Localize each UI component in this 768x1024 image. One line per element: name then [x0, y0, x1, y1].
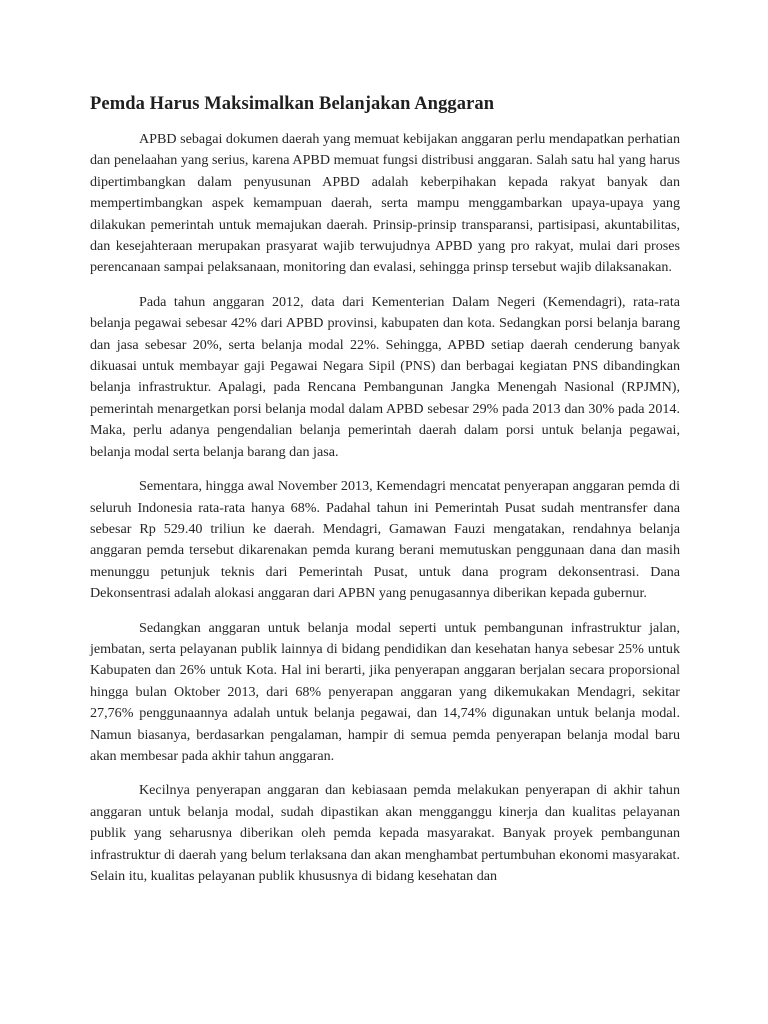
paragraph-dampak-penyerapan: Kecilnya penyerapan anggaran dan kebiasaan pemda melakukan penyerapan di akhir tahun anggaran untuk belanja modal, sudah dipastikan akan mengganggu kinerja dan kualitas pelayanan publik yang seharusnya diberikan oleh pemda kepada masyarakat. Banyak proyek pembangunan infrastruktur di daerah yang belum terlaksana dan akan menghambat pertumbuhan ekonomi masyarakat. Selain itu, kualitas pelayanan publik khususnya di bidang kesehatan dan	[90, 782, 680, 884]
document-title: Pemda Harus Maksimalkan Belanjakan Anggaran	[90, 94, 495, 114]
paragraph-apbd-intro: APBD sebagai dokumen daerah yang memuat kebijakan anggaran perlu mendapatkan perhatian dan penelaahan yang serius, karena APBD memuat fungsi distribusi anggaran. Salah satu hal yang harus dipertimbangkan dalam penyusunan APBD adalah keberpihakan kepada rakyat banyak dan mempertimbangkan aspek kemampuan daerah, serta mampu menggambarkan upaya-upaya yang dilakukan pemerintah untuk memajukan daerah. Prinsip-prinsip transparansi, partisipasi, akuntabilitas, dan kesejahteraan merupakan prasyarat wajib terwujudnya APBD yang pro rakyat, mulai dari proses perencanaan sampai pelaksanaan, monitoring dan evalasi, sehingga prinsp tersebut wajib dilaksanakan.	[90, 131, 680, 276]
paragraph-penyerapan-november: Sementara, hingga awal November 2013, Kemendagri mencatat penyerapan anggaran pemda di seluruh Indonesia rata-rata hanya 68%. Padahal tahun ini Pemerintah Pusat sudah mentransfer dana sebesar Rp 529.40 triliun ke daerah. Mendagri, Gamawan Fauzi mengatakan, rendahnya belanja anggaran pemda tersebut dikarenakan pemda kurang berani memutuskan penggunaan dana dan masih menunggu petunjuk teknis dari Pemerintah Pusat, untuk dana program dekonsentrasi. Dana Dekonsentrasi adalah alokasi anggaran dari APBN yang penugasannya diberikan kepada gubernur.	[90, 478, 680, 602]
paragraph-belanja-2012: Pada tahun anggaran 2012, data dari Kementerian Dalam Negeri (Kemendagri), rata-rata belanja pegawai sebesar 42% dari APBD provinsi, kabupaten dan kota. Sedangkan porsi belanja barang dan jasa sebesar 20%, serta belanja modal 22%. Sehingga, APBD setiap daerah cenderung banyak dikuasai untuk membayar gaji Pegawai Negara Sipil (PNS) dan berbagai kegiatan PNS dibandingkan belanja infrastruktur. Apalagi, pada Rencana Pembangunan Jangka Menengah Nasional (RPJMN), pemerintah menargetkan porsi belanja modal dalam APBD sebesar 29% pada 2013 dan 30% pada 2014. Maka, perlu adanya pengendalian belanja pemerintah daerah dalam porsi untuk belanja pegawai, belanja modal serta belanja barang dan jasa.	[90, 293, 680, 460]
paragraph-belanja-modal: Sedangkan anggaran untuk belanja modal seperti untuk pembangunan infrastruktur jalan, jembatan, serta pelayanan publik lainnya di bidang pendidikan dan kesehatan hanya sebesar 25% untuk Kabupaten dan 26% untuk Kota. Hal ini berarti, jika penyerapan anggaran berjalan secara proporsional hingga bulan Oktober 2013, dari 68% penyerapan anggaran yang dikemukakan Mendagri, sekitar 27,76% penggunaannya adalah untuk belanja pegawai, dan 14,74% digunakan untuk belanja modal. Namun biasanya, berdasarkan pengalaman, hampir di semua pemda penyerapan belanja modal baru akan membesar pada akhir tahun anggaran.	[90, 619, 680, 764]
